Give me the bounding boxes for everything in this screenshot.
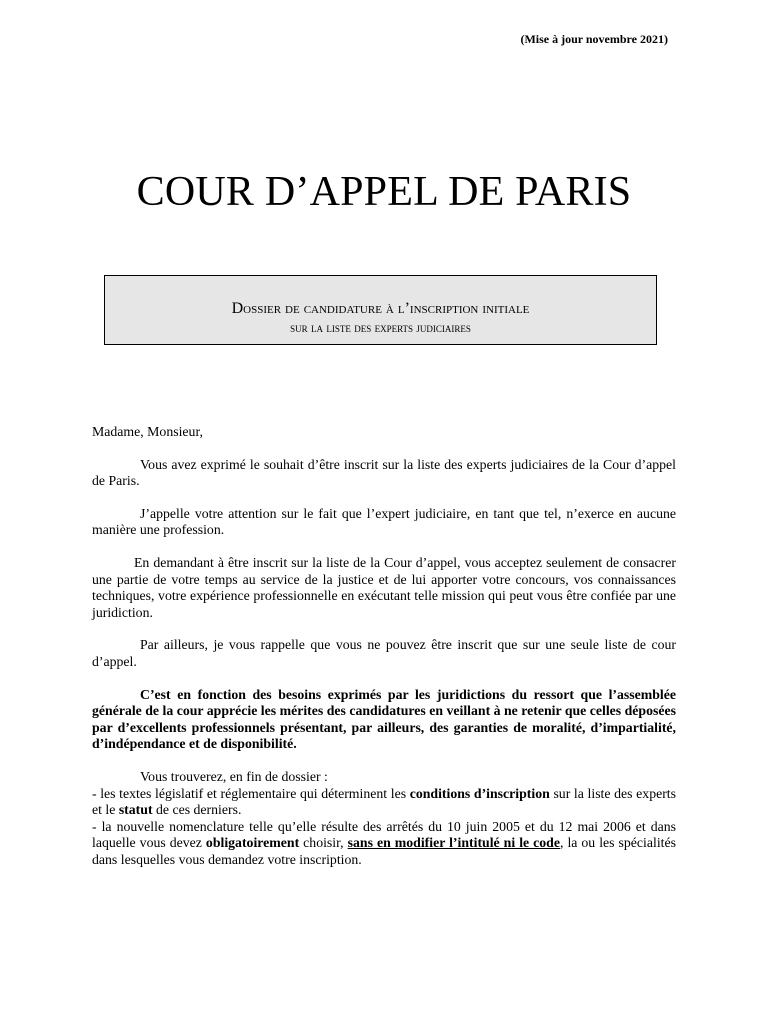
salutation: Madame, Monsieur, [92, 424, 203, 439]
paragraph-commitment: En demandant à être inscrit sur la liste de la Cour d’appel, vous acceptez seulement de consacrer une partie de votre temps au service de la justice et de lui apporter votre concours, vos connaissances techniques, votre expérience professionnelle en exécutant telle mission qui peut vous être confiée par une juridiction. [92, 554, 676, 620]
list-item-2-text-c: choisir, [299, 835, 348, 851]
list-item-2-text-d: sans en modifier l’intitulé ni le code [347, 835, 560, 851]
paragraph-assessment: C’est en fonction des besoins exprimés par les juridictions du ressort que l’assemblée générale de la cour apprécie les mérites des candidatures en veillant à ne retenir que celles déposées par d’excellents professionnels présentant, par ailleurs, des garanties de moralité, d’impartialité, d’indépendance et de disponibilité. [92, 686, 676, 752]
paragraph-wish: Vous avez exprimé le souhait d’être inscrit sur la liste des experts judiciaires de la Cour d’appel de Paris. [92, 456, 676, 489]
subject-line-1: Dossier de candidature à l’inscription initiale [231, 300, 530, 317]
list-item-1-text-d: statut [118, 802, 153, 818]
list-item-2-text-a: - la nouvelle nomenclature telle qu’elle résulte des arrêtés du 10 juin 2005 et du 12 mai 2006 et dans laquelle vous devez [92, 818, 676, 851]
letter-body [92, 424, 676, 868]
list-item-1-text-c: sur la liste des experts et le [92, 785, 677, 818]
list-intro: Vous trouverez, en fin de dossier : [140, 768, 328, 784]
paragraph-single-list: Par ailleurs, je vous rappelle que vous ne pouvez être inscrit que sur une seule liste de cour d’appel. [92, 637, 676, 669]
list-item-nomenclature [92, 819, 676, 869]
list-item-2-text-b: obligatoirement [205, 835, 300, 851]
list-item-2-text-e: , la ou les spécialités dans lesquelles vous demandez votre inscription. [92, 835, 677, 867]
update-note: (Mise à jour novembre 2021) [520, 32, 668, 46]
list-item-1-text-b: conditions d’inscription [409, 785, 550, 801]
list-item-1-text-a: - les textes législatif et réglementaire qui déterminent les [92, 785, 410, 801]
paragraph-attention: J’appelle votre attention sur le fait que l’expert judiciaire, en tant que tel, n’exerce en aucune manière une profession. [92, 505, 676, 538]
page-title: COUR D’APPEL DE PARIS [136, 169, 632, 215]
subject-box [104, 275, 657, 345]
subject-line-2: sur la liste des experts judiciaires [290, 320, 471, 335]
list-item-1-text-e: de ces derniers. [152, 802, 242, 818]
list-item-texts [92, 786, 676, 819]
